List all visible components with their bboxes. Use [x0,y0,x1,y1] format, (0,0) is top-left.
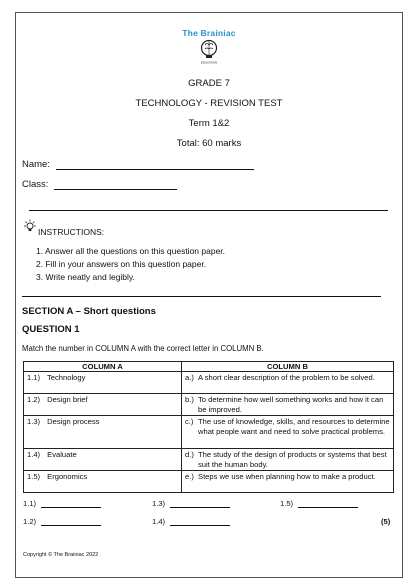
row-number: 1.4) [27,450,41,459]
column-b-definition: Steps we use when planning how to make a product. [198,472,376,481]
divider [22,296,381,297]
column-b-header: COLUMN B [182,362,394,372]
answer-blank-1-2[interactable] [41,525,101,526]
brain-lightbulb-logo-icon [196,38,222,66]
row-number: 1.5) [27,472,41,481]
logo-text: EDUCATION [200,60,218,65]
row-number: 1.2) [27,395,41,404]
section-title: SECTION A – Short questions [22,306,156,317]
answer-blank-1-3[interactable] [170,507,230,508]
table-row [24,416,394,449]
class-label: Class: [22,179,49,190]
table-row [24,471,394,493]
page-border [15,12,403,578]
answer-label: 1.3) [152,499,166,508]
matching-table [23,361,394,493]
class-field[interactable] [54,189,177,190]
question-title: QUESTION 1 [22,324,80,335]
column-b-definition: The use of knowledge, skills, and resources to determine what people want and need to solve practical problems. [198,417,390,436]
answer-label: 1.2) [23,517,37,526]
instruction-item: 2. Fill in your answers on this question paper. [36,259,207,269]
lightbulb-icon [23,219,37,233]
row-key: a.) [185,373,194,382]
name-field[interactable] [56,169,254,170]
answer-blank-1-1[interactable] [41,507,101,508]
instructions-title: INSTRUCTIONS: [38,227,105,237]
answer-label: 1.4) [152,517,166,526]
answer-label: 1.5) [280,499,294,508]
column-b-definition: To determine how well something works and how it can be improved. [198,395,384,414]
table-header-row [24,362,394,372]
instruction-item: 1. Answer all the questions on this question paper. [36,246,226,256]
grade: GRADE 7 [188,78,230,89]
total-marks: Total: 60 marks [176,138,242,149]
row-key: b.) [185,395,194,404]
column-b-definition: The study of the design of products or systems that best suit the human body. [198,450,387,469]
row-key: c.) [185,417,194,426]
answer-blank-1-5[interactable] [298,507,358,508]
column-a-term: Evaluate [47,450,77,459]
marks-total: (5) [381,517,391,526]
column-b-definition: A short clear description of the problem to be solved. [198,373,375,382]
question-prompt: Match the number in COLUMN A with the correct letter in COLUMN B. [22,344,264,353]
row-number: 1.1) [27,373,41,382]
answer-label: 1.1) [23,499,37,508]
instruction-item: 3. Write neatly and legibly. [36,272,135,282]
column-a-term: Design process [47,417,100,426]
answer-blank-1-4[interactable] [170,525,230,526]
table-row [24,394,394,416]
name-label: Name: [22,159,50,170]
column-a-term: Design brief [47,395,88,404]
subject: TECHNOLOGY - REVISION TEST [135,98,283,109]
table-row [24,372,394,394]
column-a-term: Ergonomics [47,472,88,481]
column-a-header: COLUMN A [24,362,182,372]
table-row [24,449,394,471]
divider [29,210,388,211]
copyright: Copyright © The Brainiac 2022 [23,552,99,558]
row-number: 1.3) [27,417,41,426]
row-key: d.) [185,450,194,459]
brand-name: The Brainiac [182,28,236,38]
column-a-term: Technology [46,373,86,382]
row-key: e.) [185,472,194,481]
term: Term 1&2 [188,118,230,129]
